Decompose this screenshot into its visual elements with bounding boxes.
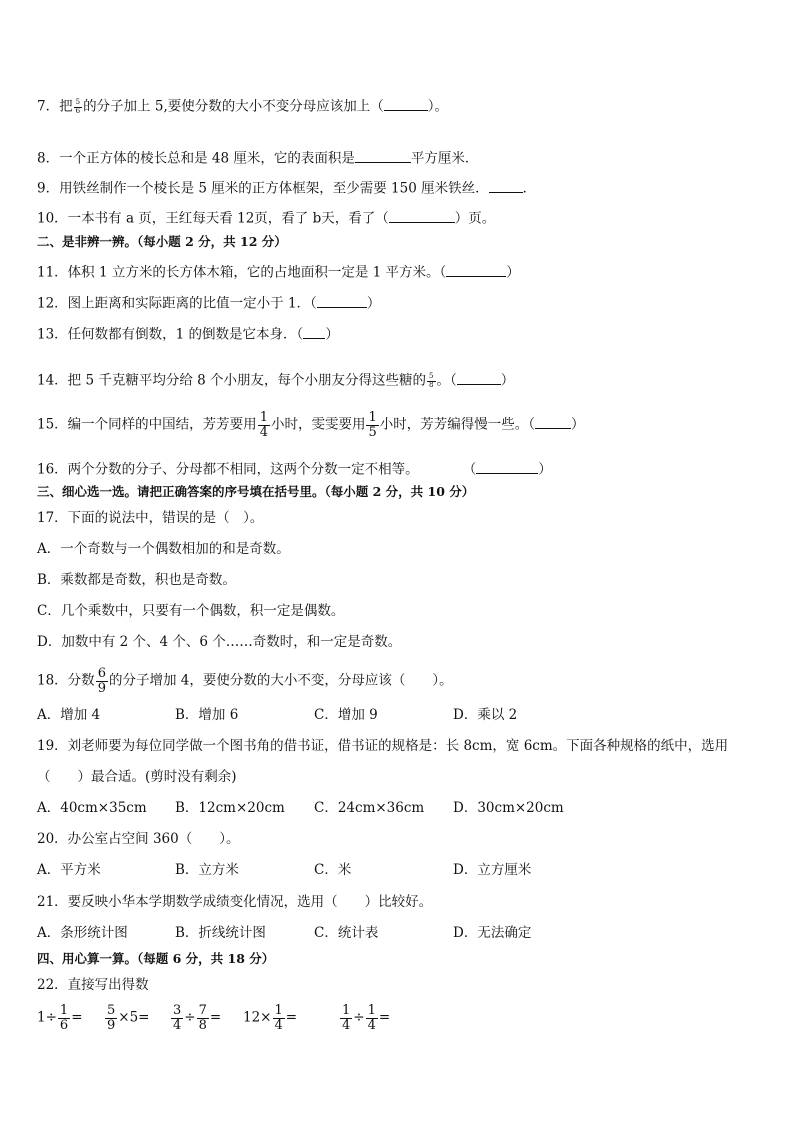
answer-blank[interactable]: [446, 262, 506, 277]
option-b[interactable]: B．增加 6: [175, 707, 239, 723]
question-19-stem-cont: （ ）最合适。(剪时没有剩余): [37, 769, 237, 785]
option-a[interactable]: A．增加 4: [37, 707, 101, 723]
calc-item-5: $\frac{1}{4}$ ÷ $\frac{1}{4}$ =: [342, 1003, 391, 1033]
option-b[interactable]: B．乘数都是奇数，积也是奇数。: [37, 572, 236, 588]
section-2-heading: 二、是非辨一辨。（每小题 2 分，共 12 分）: [37, 234, 287, 249]
calc-item-3: $\frac{3}{4}$ ÷ $\frac{7}{8}$ =: [173, 1003, 222, 1033]
option-c[interactable]: C．24cm×36cm: [314, 800, 425, 816]
section-3-heading: 三、细心选一选。请把正确答案的序号填在括号里。（每小题 2 分，共 10 分）: [37, 484, 475, 499]
fraction: $\frac{7}{8}$: [198, 1003, 207, 1033]
question-12: 12．图上距离和实际距离的比值一定小于 1．（ ）: [37, 293, 380, 311]
question-21-stem: 21．要反映小华本学期数学成绩变化情况，选用（ ）比较好。: [37, 894, 433, 910]
answer-blank[interactable]: [303, 324, 325, 339]
question-18-stem: 18．分数 $\frac{6}{9}$ 的分子增加 4，要使分数的大小不变，分母应该（ ）。: [37, 666, 453, 696]
question-9: 9．用铁丝制作一个棱长是 5 厘米的正方体框架，至少需要 150 厘米铁丝． ．: [37, 178, 536, 196]
answer-blank[interactable]: [476, 459, 538, 474]
option-d[interactable]: D．乘以 2: [453, 707, 518, 723]
answer-blank[interactable]: [535, 414, 571, 429]
question-10: 10．一本书有 a 页，王红每天看 12页，看了 b天，看了（ ）页。: [37, 208, 495, 226]
question-14: 14．把 5 千克糖平均分给 8 个小朋友，每个小朋友分得这些糖的 $\frac{5}{8}$ 。（ ）: [37, 370, 514, 389]
fraction: $\frac{5}{6}$: [75, 98, 81, 115]
fraction: $\frac{1}{5}$: [368, 410, 377, 440]
answer-blank[interactable]: [457, 370, 501, 385]
option-c[interactable]: C．几个乘数中，只要有一个偶数，积一定是偶数。: [37, 603, 345, 619]
question-17-stem: 17．下面的说法中，错误的是（ ）。: [37, 510, 264, 526]
question-11: 11．体积 1 立方米的长方体木箱，它的占地面积一定是 1 平方米。（ ）: [37, 262, 520, 280]
answer-blank[interactable]: [389, 208, 455, 223]
question-20-stem: 20．办公室占空间 360（ ）。: [37, 831, 240, 847]
answer-blank[interactable]: [489, 178, 523, 193]
fraction: $\frac{6}{9}$: [97, 666, 106, 696]
option-b[interactable]: B．12cm×20cm: [175, 800, 285, 816]
option-b[interactable]: B．折线统计图: [175, 925, 266, 941]
fraction: $\frac{5}{9}$: [107, 1003, 116, 1033]
question-7: 7．把 $\frac{5}{6}$ 的分子加上 5,要使分数的大小不变分母应该加上（ ）。: [37, 96, 448, 115]
fraction: $\frac{3}{4}$: [173, 1003, 182, 1033]
question-16: 16．两个分数的分子、分母都不相同，这两个分数一定不相等。 （ ）: [37, 459, 552, 477]
fraction: $\frac{1}{4}$: [274, 1003, 283, 1033]
question-19-stem: 19．刘老师要为每位同学做一个图书角的借书证，借书证的规格是：长 8cm，宽 6cm。下面各种规格的纸中，选用: [37, 738, 729, 754]
question-15: 15．编一个同样的中国结，芳芳要用 $\frac{1}{4}$ 小时，雯雯要用 $\frac{1}{5}$ 小时，芳芳编得慢一些。（ ）: [37, 410, 585, 440]
answer-blank[interactable]: [384, 96, 428, 111]
option-a[interactable]: A．平方米: [37, 862, 101, 878]
option-d[interactable]: D．30cm×20cm: [453, 800, 564, 816]
question-8: 8．一个正方体的棱长总和是 48 厘米，它的表面积是 平方厘米．: [37, 148, 478, 166]
option-b[interactable]: B．立方米: [175, 862, 239, 878]
option-a[interactable]: A．40cm×35cm: [37, 800, 147, 816]
option-d[interactable]: D．加数中有 2 个、4 个、6 个……奇数时，和一定是奇数。: [37, 634, 402, 650]
fraction: $\frac{1}{4}$: [342, 1003, 351, 1033]
calc-item-2: $\frac{5}{9}$ ×5=: [107, 1003, 150, 1033]
calc-item-4: 12× $\frac{1}{4}$ =: [243, 1003, 298, 1033]
fraction: $\frac{5}{8}$: [429, 372, 434, 389]
question-22-stem: 22．直接写出得数: [37, 977, 149, 993]
answer-blank[interactable]: [355, 148, 411, 163]
option-c[interactable]: C．统计表: [314, 925, 379, 941]
option-d[interactable]: D．立方厘米: [453, 862, 532, 878]
option-c[interactable]: C．米: [314, 862, 352, 878]
fraction: $\frac{1}{4}$: [259, 410, 268, 440]
calc-item-1: 1÷ $\frac{1}{6}$ =: [37, 1003, 83, 1033]
fraction: $\frac{1}{4}$: [367, 1003, 376, 1033]
question-13: 13．任何数都有倒数，1 的倒数是它本身．（ ）: [37, 324, 339, 342]
option-a[interactable]: A．一个奇数与一个偶数相加的和是奇数。: [37, 541, 290, 557]
answer-blank[interactable]: [317, 293, 367, 308]
option-c[interactable]: C．增加 9: [314, 707, 378, 723]
option-a[interactable]: A．条形统计图: [37, 925, 128, 941]
section-4-heading: 四、用心算一算。（每题 6 分，共 18 分）: [37, 951, 275, 966]
fraction: $\frac{1}{6}$: [59, 1003, 69, 1033]
option-d[interactable]: D．无法确定: [453, 925, 532, 941]
